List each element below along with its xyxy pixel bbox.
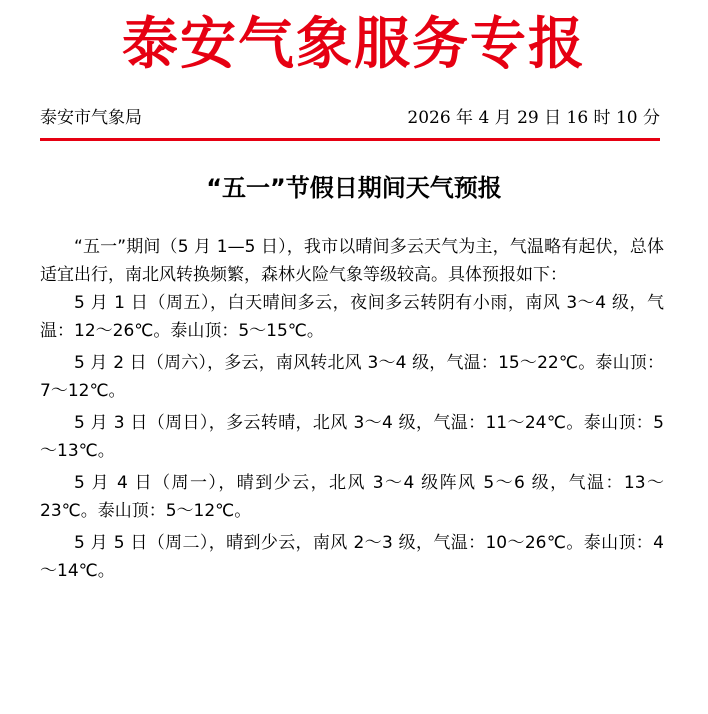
header-divider-rule bbox=[40, 138, 660, 141]
document-title: “五一”节假日期间天气预报 bbox=[206, 174, 502, 202]
issuing-organization: 泰安市气象局 bbox=[40, 108, 142, 128]
forecast-day-may-2: 5 月 2 日（周六），多云，南风转北风 3～4 级，气温：15～22℃。泰山顶：7～12℃。 bbox=[40, 353, 664, 401]
issuer-row bbox=[40, 104, 660, 132]
forecast-day-may-5: 5 月 5 日（周二），晴到少云，南风 2～3 级，气温：10～26℃。泰山顶：4～14℃。 bbox=[40, 533, 664, 581]
forecast-body bbox=[40, 233, 664, 589]
issue-timestamp: 2026 年 4 月 29 日 16 时 10 分 bbox=[407, 108, 660, 128]
forecast-day-may-4: 5 月 4 日（周一），晴到少云，北风 3～4 级阵风 5～6 级，气温：13～23℃。泰山顶：5～12℃。 bbox=[40, 473, 664, 521]
forecast-day-may-1: 5 月 1 日（周五），白天晴间多云，夜间多云转阴有小雨，南风 3～4 级，气温：12～26℃。泰山顶：5～15℃。 bbox=[40, 293, 664, 341]
masthead-title: 泰安气象服务专报 bbox=[122, 11, 586, 77]
forecast-summary-paragraph: “五一”期间（5 月 1—5 日），我市以晴间多云天气为主，气温略有起伏，总体适宜出行，南北风转换频繁，森林火险气象等级较高。具体预报如下： bbox=[40, 237, 664, 285]
forecast-day-may-3: 5 月 3 日（周日），多云转晴，北风 3～4 级，气温：11～24℃。泰山顶：5～13℃。 bbox=[40, 413, 664, 461]
